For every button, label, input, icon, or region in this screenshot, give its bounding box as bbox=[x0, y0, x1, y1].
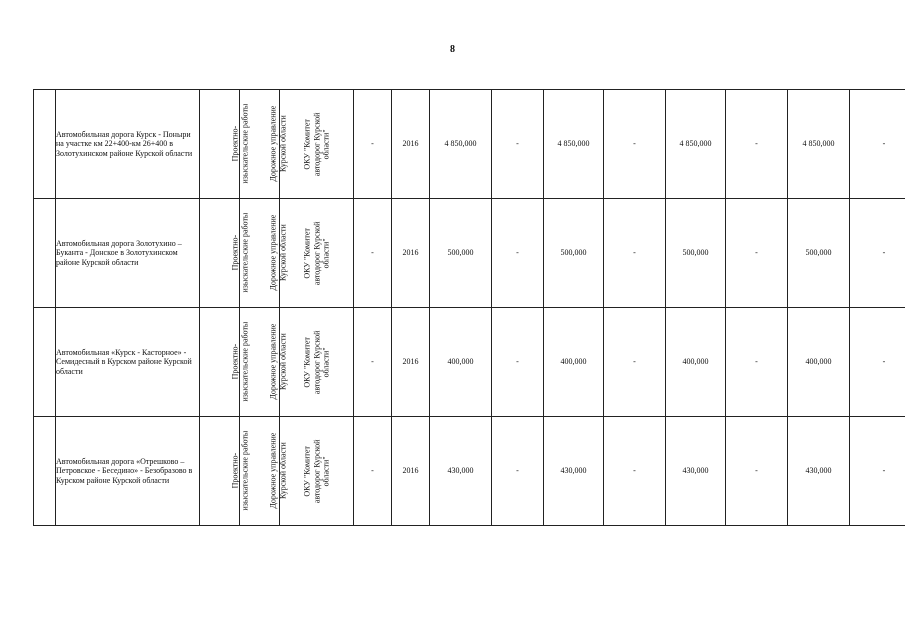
road-name-cell: Автомобильная «Курск - Касторное» - Семидесный в Курском районе Курской области bbox=[56, 308, 200, 417]
year-cell: 2016 bbox=[392, 199, 430, 308]
dash-cell: - bbox=[726, 417, 788, 526]
value-cell: 430,000 bbox=[544, 417, 604, 526]
dash-cell: - bbox=[354, 308, 392, 417]
dash-cell: - bbox=[604, 90, 666, 199]
value-cell: 430,000 bbox=[788, 417, 850, 526]
dash-cell: - bbox=[726, 90, 788, 199]
dash-cell: - bbox=[850, 90, 905, 199]
table-row bbox=[34, 199, 905, 308]
value-cell: 500,000 bbox=[788, 199, 850, 308]
index-cell bbox=[34, 90, 56, 199]
dash-cell: - bbox=[492, 417, 544, 526]
index-cell bbox=[34, 199, 56, 308]
dash-cell: - bbox=[492, 90, 544, 199]
table-row bbox=[34, 90, 905, 199]
client-cell: ОКУ "Комитет автодорог Курской области" bbox=[280, 199, 354, 308]
organization-cell: Дорожное управление Курской области bbox=[240, 199, 280, 308]
dash-cell: - bbox=[354, 199, 392, 308]
value-cell: 4 850,000 bbox=[666, 90, 726, 199]
work-type-cell: Проектно- изыскательские работы bbox=[200, 199, 240, 308]
dash-cell: - bbox=[354, 90, 392, 199]
dash-cell: - bbox=[726, 199, 788, 308]
work-type-cell: Проектно- изыскательские работы bbox=[200, 90, 240, 199]
work-type-cell: Проектно- изыскательские работы bbox=[200, 417, 240, 526]
total-cell: 4 850,000 bbox=[430, 90, 492, 199]
organization-cell: Дорожное управление Курской области bbox=[240, 308, 280, 417]
value-cell: 400,000 bbox=[544, 308, 604, 417]
dash-cell: - bbox=[492, 199, 544, 308]
dash-cell: - bbox=[850, 199, 905, 308]
value-cell: 400,000 bbox=[788, 308, 850, 417]
table-row bbox=[34, 417, 905, 526]
page-number: 8 bbox=[450, 44, 455, 55]
dash-cell: - bbox=[354, 417, 392, 526]
value-cell: 430,000 bbox=[666, 417, 726, 526]
dash-cell: - bbox=[604, 417, 666, 526]
dash-cell: - bbox=[850, 417, 905, 526]
value-cell: 500,000 bbox=[544, 199, 604, 308]
dash-cell: - bbox=[604, 199, 666, 308]
organization-cell: Дорожное управление Курской области bbox=[240, 90, 280, 199]
road-name-cell: Автомобильная дорога Курск - Поныри на участке км 22+400-км 26+400 в Золотухинском районе Курской области bbox=[56, 90, 200, 199]
dash-cell: - bbox=[492, 308, 544, 417]
value-cell: 4 850,000 bbox=[788, 90, 850, 199]
dash-cell: - bbox=[850, 308, 905, 417]
data-table bbox=[33, 89, 905, 526]
total-cell: 500,000 bbox=[430, 199, 492, 308]
value-cell: 500,000 bbox=[666, 199, 726, 308]
client-cell: ОКУ "Комитет автодорог Курской области" bbox=[280, 308, 354, 417]
dash-cell: - bbox=[726, 308, 788, 417]
work-type-cell: Проектно- изыскательские работы bbox=[200, 308, 240, 417]
index-cell bbox=[34, 417, 56, 526]
total-cell: 400,000 bbox=[430, 308, 492, 417]
year-cell: 2016 bbox=[392, 417, 430, 526]
total-cell: 430,000 bbox=[430, 417, 492, 526]
dash-cell: - bbox=[604, 308, 666, 417]
client-cell: ОКУ "Комитет автодорог Курской области" bbox=[280, 417, 354, 526]
road-name-cell: Автомобильная дорога «Отрешково – Петровское - Беседино» - Безобразово в Курском районе Курской области bbox=[56, 417, 200, 526]
index-cell bbox=[34, 308, 56, 417]
year-cell: 2016 bbox=[392, 308, 430, 417]
table-row bbox=[34, 308, 905, 417]
road-name-cell: Автомобильная дорога Золотухино – Буканта - Донское в Золотухинском районе Курской области bbox=[56, 199, 200, 308]
value-cell: 400,000 bbox=[666, 308, 726, 417]
value-cell: 4 850,000 bbox=[544, 90, 604, 199]
client-cell: ОКУ "Комитет автодорог Курской области" bbox=[280, 90, 354, 199]
year-cell: 2016 bbox=[392, 90, 430, 199]
organization-cell: Дорожное управление Курской области bbox=[240, 417, 280, 526]
